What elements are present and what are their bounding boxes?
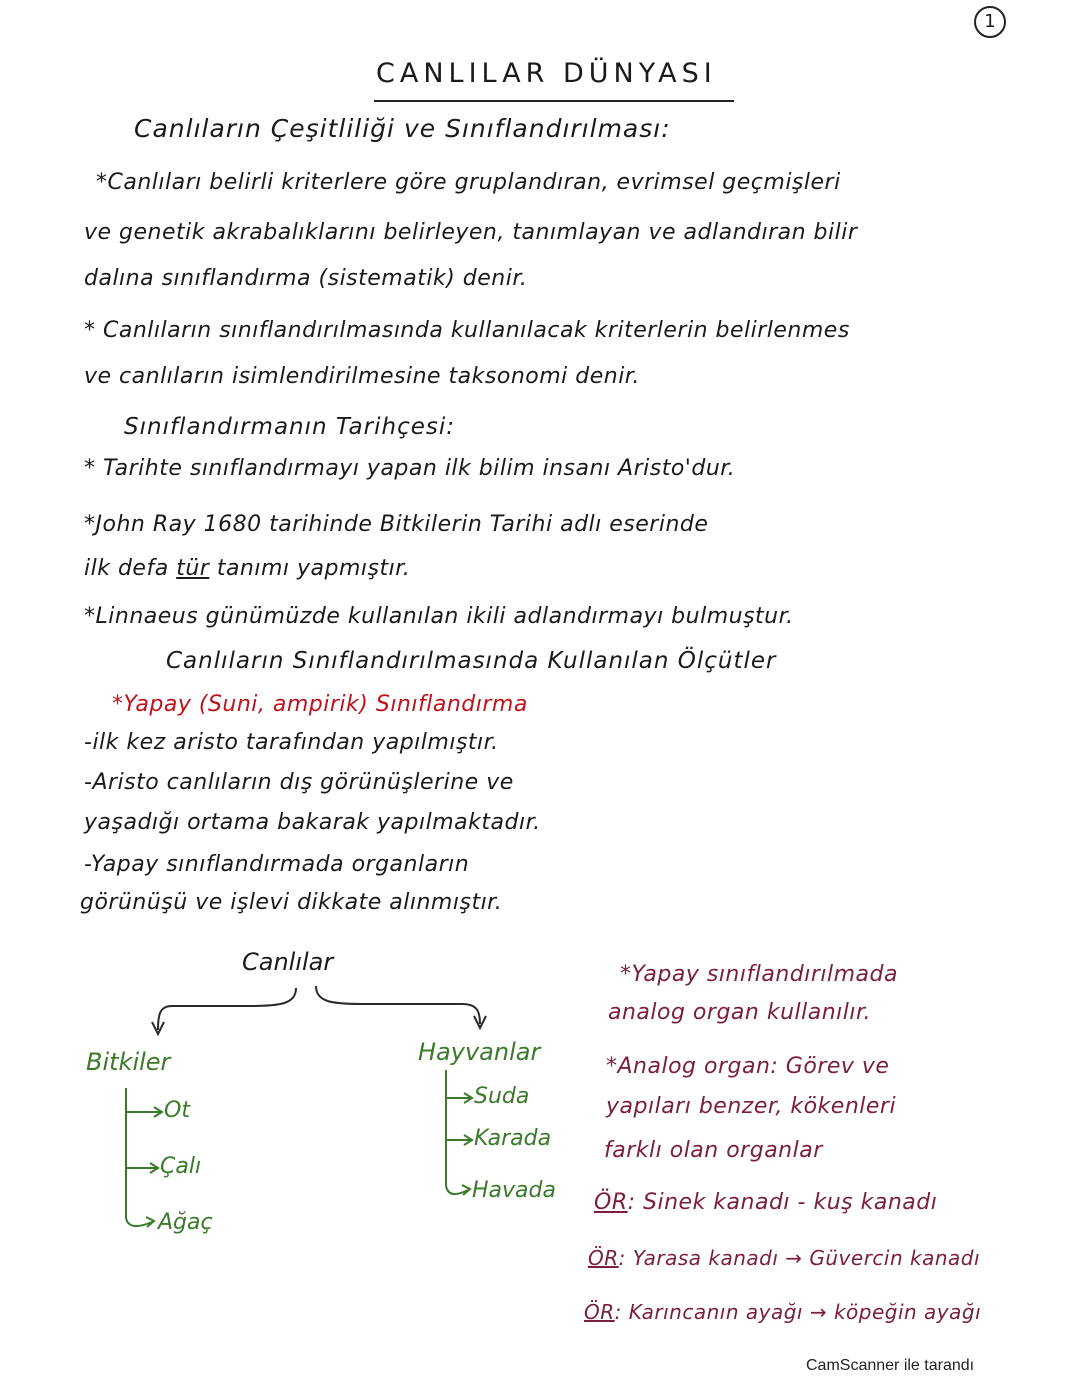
artificial-line5: görünüşü ve işlevi dikkate alınmıştır. (80, 890, 503, 915)
analog-line4: yapıları benzer, kökenleri (606, 1094, 897, 1119)
tree-left-child-2: Çalı (160, 1154, 202, 1179)
analog-example-1 (594, 1190, 937, 1215)
artificial-heading: *Yapay (Suni, ampirik) Sınıflandırma (112, 692, 528, 717)
tree-right-child-1: Suda (474, 1084, 530, 1109)
paragraph1-line2: ve genetik akrabalıklarını belirleyen, tanımlayan ve adlandıran bilir (84, 220, 858, 245)
analog-line1: *Yapay sınıflandırılmada (620, 962, 898, 987)
tree-right-branch: Hayvanlar (418, 1038, 541, 1066)
scanner-watermark: CamScanner ile tarandı (806, 1357, 975, 1374)
example-text: : Sinek kanadı - kuş kanadı (627, 1190, 938, 1215)
tree-right-child-3: Havada (472, 1178, 556, 1203)
artificial-line3: yaşadığı ortama bakarak yapılmaktadır. (84, 810, 541, 835)
example-label: ÖR (584, 1300, 615, 1324)
tree-right-child-2: Karada (474, 1126, 552, 1151)
analog-line3: *Analog organ: Görev ve (606, 1054, 890, 1079)
history-item3: *Linnaeus günümüzde kullanılan ikili adlandırmayı bulmuştur. (84, 604, 794, 629)
example-label: ÖR (594, 1190, 628, 1215)
artificial-line4: -Yapay sınıflandırmada organların (84, 852, 470, 877)
history-item2-post: tanımı yapmıştır. (216, 556, 411, 581)
artificial-line1: -ilk kez aristo tarafından yapılmıştır. (84, 730, 499, 755)
page-number: 1 (974, 6, 1006, 38)
analog-line2: analog organ kullanılır. (608, 1000, 872, 1025)
history-item2-pre: ilk defa (84, 556, 169, 581)
methods-heading: Canlıların Sınıflandırılmasında Kullanılan Ölçütler (166, 648, 777, 674)
tree-left-child-1: Ot (164, 1098, 190, 1123)
analog-line5: farklı olan organlar (604, 1138, 823, 1163)
tree-left-branch: Bitkiler (86, 1048, 171, 1076)
paragraph1-line1: *Canlıları belirli kriterlere göre gruplandıran, evrimsel geçmişleri (96, 170, 841, 195)
tree-left-child-3: Ağaç (158, 1210, 213, 1235)
analog-example-3 (584, 1300, 981, 1324)
analog-example-2 (588, 1246, 980, 1270)
section-subtitle: Canlıların Çeşitliliği ve Sınıflandırılması: (134, 114, 671, 143)
history-item1: * Tarihte sınıflandırmayı yapan ilk bilim insanı Aristo'dur. (84, 456, 736, 481)
example-text: : Karıncanın ayağı → köpeğin ayağı (614, 1300, 982, 1324)
example-label: ÖR (588, 1246, 619, 1270)
example-text: : Yarasa kanadı → Güvercin kanadı (618, 1246, 981, 1270)
tree-root: Canlılar (242, 948, 334, 976)
history-item2-line1: *John Ray 1680 tarihinde Bitkilerin Tarihi adlı eserinde (84, 512, 709, 537)
artificial-line2: -Aristo canlıların dış görünüşlerine ve (84, 770, 514, 795)
history-heading: Sınıflandırmanın Tarihçesi: (124, 414, 455, 440)
page-title: CANLILAR DÜNYASI (376, 58, 717, 89)
paragraph1-line3: dalına sınıflandırma (sistematik) denir. (84, 266, 528, 291)
paragraph2-line1: * Canlıların sınıflandırılmasında kullanılacak kriterlerin belirlenmes (84, 318, 850, 343)
history-item2-underlined-term: tür (176, 556, 210, 581)
paragraph2-line2: ve canlıların isimlendirilmesine taksonomi denir. (84, 364, 640, 389)
